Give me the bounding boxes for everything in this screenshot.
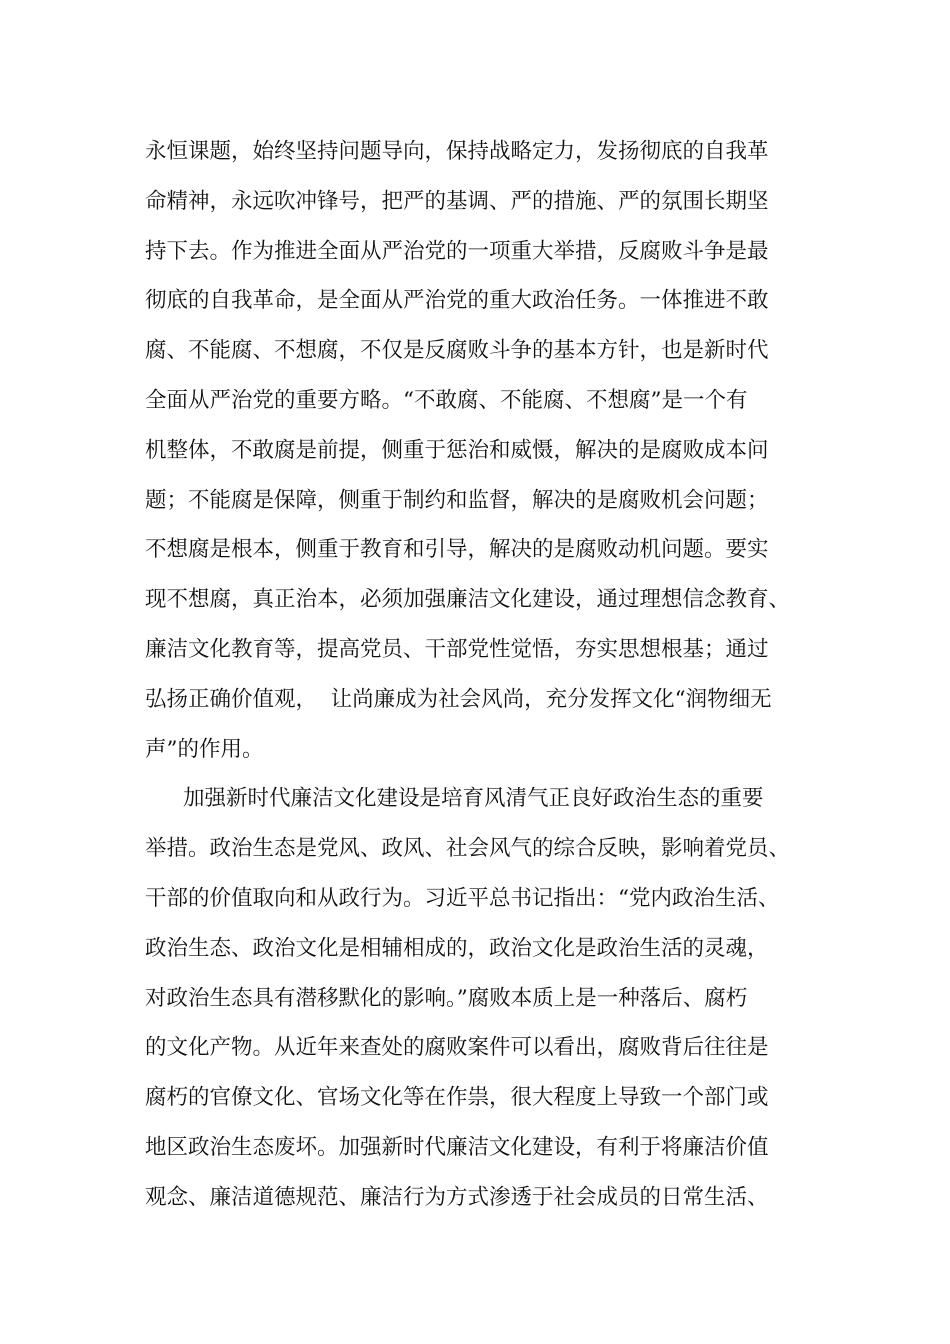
paragraph-1 xyxy=(145,127,817,774)
text-line: 全面从严治党的重要方略。“不敢腐、不能腐、不想腐”是一个有 xyxy=(145,387,748,413)
text-line: 地区政治生态废坏。加强新时代廉洁文化建设，有利于将廉洁价值 xyxy=(145,1134,769,1160)
text-line: 腐朽的官僚文化、官场文化等在作祟，很大程度上导致一个部门或 xyxy=(145,1085,769,1111)
text-line: 腐、不能腐、不想腐，不仅是反腐败斗争的基本方针，也是新时代 xyxy=(145,338,769,364)
text-line: 政治生态、政治文化是相辅相成的，政治文化是政治生活的灵魂， xyxy=(145,935,769,961)
text-line: 干部的价值取向和从政行为。习近平总书记指出：“党内政治生活、 xyxy=(145,885,780,911)
text-line: 题；不能腐是保障，侧重于制约和监督，解决的是腐败机会问题； xyxy=(145,487,769,513)
text-line: 机整体，不敢腐是前提，侧重于惩治和威慑，解决的是腐败成本问 xyxy=(145,437,769,463)
text-line: 声”的作用。 xyxy=(145,736,264,762)
text-line: 持下去。作为推进全面从严治党的一项重大举措，反腐败斗争是最 xyxy=(145,238,769,264)
paragraph-2 xyxy=(145,774,817,1222)
document-body xyxy=(145,127,817,1223)
text-line: 的文化产物。从近年来查处的腐败案件可以看出，腐败背后往往是 xyxy=(145,1035,769,1061)
text-line: 命精神，永远吹冲锋号，把严的基调、严的措施、严的氛围长期坚 xyxy=(145,188,769,214)
text-line: 弘扬正确价值观， 让尚廉成为社会风尚，充分发挥文化“润物细无 xyxy=(145,686,772,712)
text-line: 廉洁文化教育等，提高党员、干部党性觉悟，夯实思想根基；通过 xyxy=(145,636,769,662)
text-line: 对政治生态具有潜移默化的影响。”腐败本质上是一种落后、腐朽 xyxy=(145,985,748,1011)
text-line: 彻底的自我革命，是全面从严治党的重大政治任务。一体推进不敢 xyxy=(145,288,769,314)
text-line: 观念、廉洁道德规范、廉洁行为方式渗透于社会成员的日常生活、 xyxy=(145,1184,769,1210)
text-line: 加强新时代廉洁文化建设是培育风清气正良好政治生态的重要 xyxy=(183,786,764,812)
text-line: 不想腐是根本，侧重于教育和引导，解决的是腐败动机问题。要实 xyxy=(145,537,769,563)
text-line: 永恒课题，始终坚持问题导向，保持战略定力，发扬彻底的自我革 xyxy=(145,139,769,164)
text-line: 现不想腐，真正治本，必须加强廉洁文化建设，通过理想信念教育、 xyxy=(145,587,791,613)
text-line: 举措。政治生态是党风、政风、社会风气的综合反映，影响着党员、 xyxy=(145,836,791,862)
